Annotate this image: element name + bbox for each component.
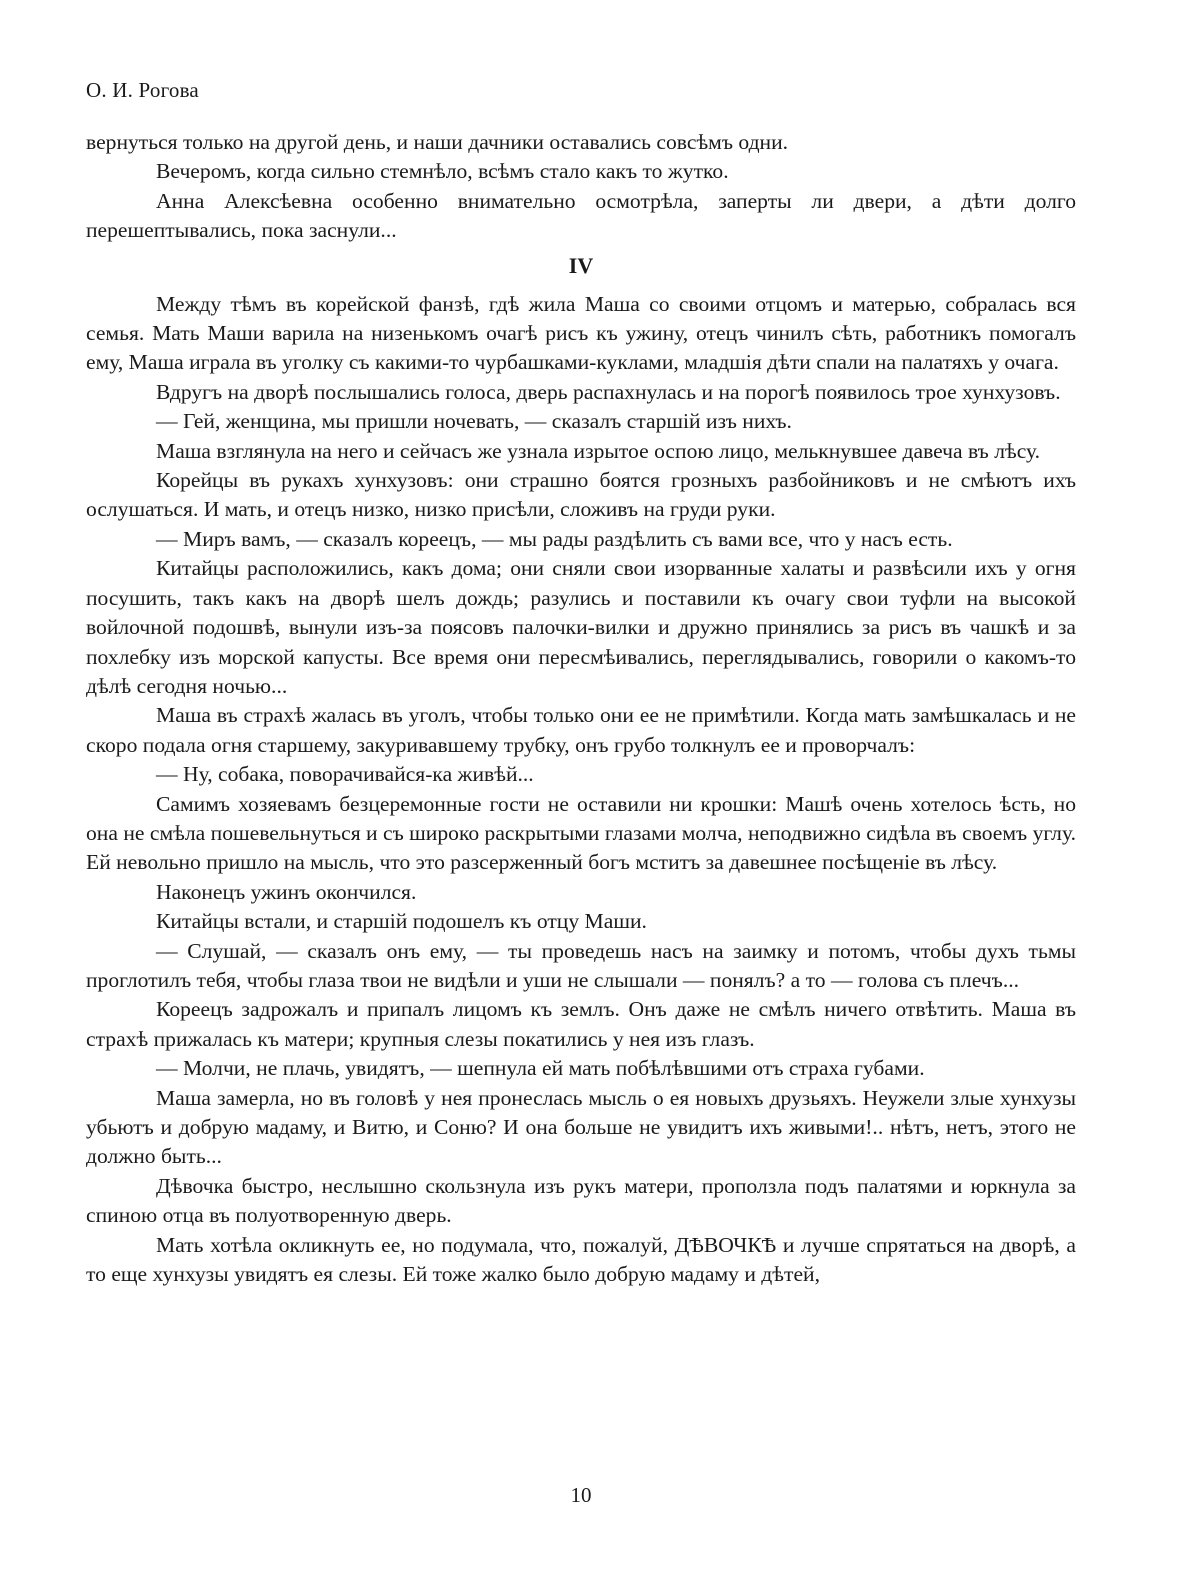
paragraph: Дѣвочка быстро, неслышно скользнула изъ рукъ матери, проползла подъ палатями и юркнула за спиною отца въ полуотворенную дверь.	[86, 1173, 1076, 1228]
paragraph: Между тѣмъ въ корейской фанзѣ, гдѣ жила Маша со своими отцомъ и матерью, собралась вся семья. Мать Маши варила на низенькомъ очагѣ рисъ къ ужину, отецъ чинилъ сѣть, работникъ помогалъ ему, Маша играла въ уголку съ какими-то чурбашками-куклами, младшія дѣти спали на палатяхъ у очага.	[86, 291, 1076, 375]
paragraph: Китайцы встали, и старшій подошелъ къ отцу Маши.	[156, 909, 647, 934]
paragraph: — Гей, женщина, мы пришли ночевать, — сказалъ старшій изъ нихъ.	[156, 409, 792, 434]
paragraph: — Миръ вамъ, — сказалъ кореецъ, — мы рады раздѣлить съ вами все, что у насъ есть.	[156, 526, 953, 551]
paragraph: — Ну, собака, поворачивайся-ка живѣй...	[156, 762, 534, 787]
paragraph: Мать хотѣла окликнуть ее, но подумала, что, пожалуй, ДѢВОЧКѢ и лучше спрятаться на дворѣ, а то еще хунхузы увидятъ ея слезы. Ей тоже жалко было добрую мадаму и дѣтей,	[86, 1232, 1076, 1287]
paragraph: Наконецъ ужинъ окончился.	[156, 879, 417, 904]
paragraph: Кореецъ задрожалъ и припалъ лицомъ къ землъ. Онъ даже не смѣлъ ничего отвѣтить. Маша въ страхѣ прижалась къ матери; крупныя слезы покатились у нея изъ глазъ.	[86, 997, 1076, 1051]
paragraph: Самимъ хозяевамъ безцеремонные гости не оставили ни крошки: Машѣ очень хотелось ѣсть, но она не смѣла пошевельнуться и съ широко раскрытыми глазами молча, неподвижно сидѣла въ своемъ углу. Ей невольно пришло на мысль, что это разсерженный богъ мститъ за давешнее посѣщеніе въ лѣсу.	[86, 791, 1076, 875]
chapter-heading: IV	[568, 252, 594, 278]
paragraph: Вдругъ на дворѣ послышались голоса, дверь распахнулась и на порогѣ появилось трое хунхузовъ.	[156, 379, 1061, 404]
paragraph: Корейцы въ рукахъ хунхузовъ: они страшно боятся грозныхъ разбойниковъ и не смѣютъ ихъ ослушаться. И мать, и отецъ низко, низко присѣли, сложивъ на груди руки.	[86, 468, 1076, 522]
paragraph: Маша въ страхѣ жалась въ уголъ, чтобы только они ее не примѣтили. Когда мать замѣшкалась и не скоро подала огня старшему, закуривавшему трубку, онъ грубо толкнулъ ее и проворчалъ:	[86, 703, 1076, 757]
paragraph: — Слушай, — сказалъ онъ ему, — ты проведешь насъ на заимку и потомъ, чтобы духъ тьмы проглотилъ тебя, чтобы глаза твои не видѣли и уши не слышали — понялъ? а то — голова съ плечъ...	[86, 938, 1076, 992]
paragraph: вернуться только на другой день, и наши дачники оставались совсѣмъ одни.	[86, 130, 789, 154]
page-number: 10	[570, 1483, 592, 1507]
paragraph: Маша замерла, но въ головѣ у нея пронеслась мысль о ея новыхъ друзьяхъ. Неужели злые хунхузы убьютъ и добрую мадаму, и Витю, и Соню? И она больше не увидитъ ихъ живыми!.. нѣтъ, нетъ, этого не должно быть...	[86, 1085, 1076, 1169]
running-head-author: О. И. Рогова	[86, 78, 199, 102]
book-page	[86, 0, 1076, 1588]
paragraph: Маша взглянула на него и сейчасъ же узнала изрытое оспою лицо, мелькнувшее давеча въ лѣсу.	[156, 438, 1041, 463]
body-text	[86, 128, 1076, 1289]
paragraph: Китайцы расположились, какъ дома; они сняли свои изорванные халаты и развѣсили ихъ у огня посушить, такъ какъ на дворѣ шелъ дождь; разулись и поставили къ очагу свои туфли на высокой войлочной подошвѣ, вынули изъ-за поясовъ палочки-вилки и дружно принялись за рисъ въ чашкѣ и за похлебку изъ морской капусты. Все время они пересмѣивались, переглядывались, говорили о какомъ-то дѣлѣ сегодня ночью...	[86, 556, 1076, 698]
paragraph: Анна Алексѣевна особенно внимательно осмотрѣла, заперты ли двери, а дѣти долго перешептывались, пока заснули...	[86, 188, 1076, 243]
paragraph: Вечеромъ, когда сильно стемнѣло, всѣмъ стало какъ то жутко.	[156, 159, 729, 184]
paragraph: — Молчи, не плачь, увидятъ, — шепнула ей мать побѣлѣвшими отъ страха губами.	[156, 1056, 925, 1081]
